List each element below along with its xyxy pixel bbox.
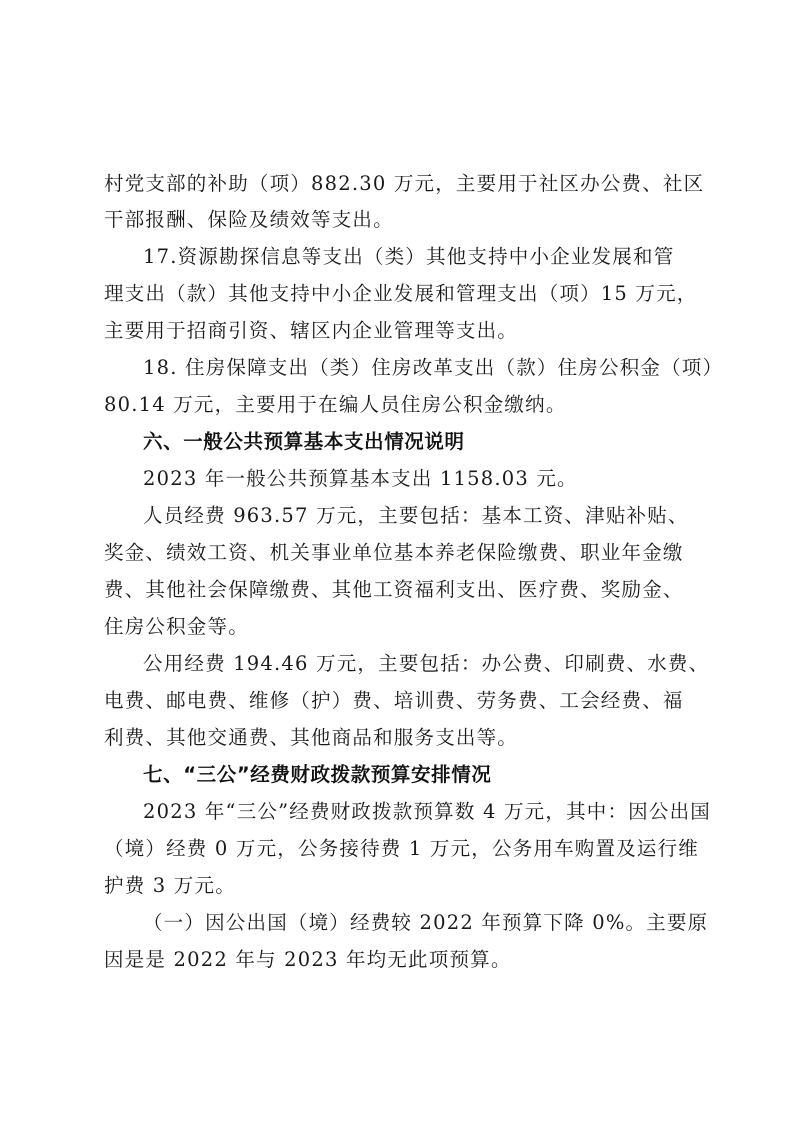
paragraph-line: 80.14 万元，主要用于在编人员住房公积金缴纳。 [104, 393, 567, 416]
paragraph-line: （境）经费 0 万元，公务接待费 1 万元，公务用车购置及运行维 [104, 837, 700, 860]
paragraph-line: 奖金、绩效工资、机关事业单位基本养老保险缴费、职业年金缴 [104, 541, 684, 564]
paragraph-line: 18. 住房保障支出（类）住房改革支出（款）住房公积金（项） [143, 356, 724, 379]
paragraph-line: 主要用于招商引资、辖区内企业管理等支出。 [104, 319, 519, 342]
paragraph-line: 17.资源勘探信息等支出（类）其他支持中小企业发展和管 [143, 245, 675, 268]
paragraph-line: 人员经费 963.57 万元，主要包括：基本工资、津贴补贴、 [143, 504, 689, 527]
paragraph-line: 2023 年“三公”经费财政拨款预算数 4 万元，其中：因公出国 [143, 800, 711, 823]
paragraph-line: 村党支部的补助（项）882.30 万元，主要用于社区办公费、社区 [104, 172, 705, 195]
paragraph-line: 利费、其他交通费、其他商品和服务支出等。 [104, 726, 519, 749]
section-heading: 六、一般公共预算基本支出情况说明 [143, 430, 465, 453]
paragraph-line: 干部报酬、保险及绩效等支出。 [104, 208, 394, 231]
paragraph-line: 电费、邮电费、维修（护）费、培训费、劳务费、工会经费、福 [104, 689, 684, 712]
section-heading: 七、“三公”经费财政拨款预算安排情况 [143, 763, 492, 786]
paragraph-line: （一）因公出国（境）经费较 2022 年预算下降 0%。主要原 [143, 911, 709, 934]
paragraph-line: 住房公积金等。 [104, 615, 249, 638]
paragraph-line: 2023 年一般公共预算基本支出 1158.03 元。 [143, 467, 578, 490]
paragraph-line: 费、其他社会保障缴费、其他工资福利支出、医疗费、奖励金、 [104, 578, 684, 601]
paragraph-line: 因是是 2022 年与 2023 年均无此项预算。 [104, 948, 512, 971]
paragraph-line: 理支出（款）其他支持中小企业发展和管理支出（项）15 万元， [104, 282, 698, 305]
paragraph-line: 公用经费 194.46 万元，主要包括：办公费、印刷费、水费、 [143, 652, 710, 675]
paragraph-line: 护费 3 万元。 [104, 874, 236, 897]
